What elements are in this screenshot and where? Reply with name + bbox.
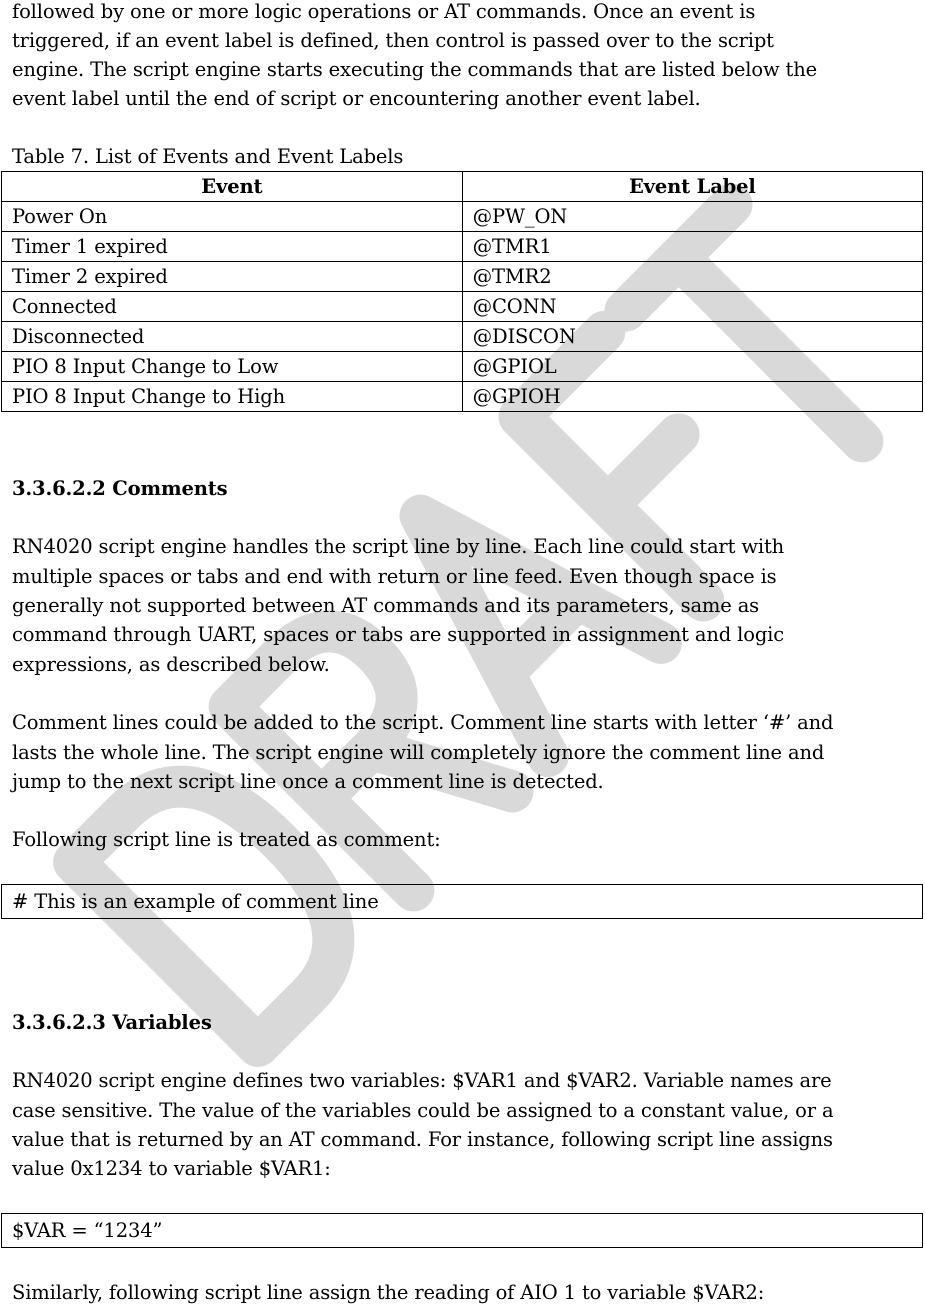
- table-row: [2, 382, 923, 412]
- comments-para1-line-1: RN4020 script engine handles the script line by line. Each line could start with: [12, 535, 785, 558]
- intro-line-4: event label until the end of script or encountering another event label.: [12, 87, 701, 110]
- comments-para1-line-3: generally not supported between AT commands and its parameters, same as: [12, 594, 760, 617]
- comment-code-box: # This is an example of comment line: [1, 884, 923, 919]
- event-label-cell: @PW_ON: [462, 202, 922, 232]
- variables-para1-line-4: value 0x1234 to variable $VAR1:: [12, 1157, 331, 1180]
- event-cell: Connected: [2, 292, 463, 322]
- intro-line-2: triggered, if an event label is defined, then control is passed over to the script: [12, 29, 774, 52]
- table-row: [2, 262, 923, 292]
- intro-line-3: engine. The script engine starts executing the commands that are listed below the: [12, 58, 818, 81]
- event-label-cell: @TMR2: [462, 262, 922, 292]
- table-row: [2, 232, 923, 262]
- event-cell: PIO 8 Input Change to Low: [2, 352, 463, 382]
- event-label-cell: @GPIOL: [462, 352, 922, 382]
- comments-para2-line-1: Comment lines could be added to the script. Comment line starts with letter ‘#’ and: [12, 711, 834, 734]
- event-label-cell: @GPIOH: [462, 382, 922, 412]
- table-header-row: [2, 172, 923, 202]
- variables-para2: Similarly, following script line assign the reading of AIO 1 to variable $VAR2:: [12, 1281, 765, 1304]
- event-cell: PIO 8 Input Change to High: [2, 382, 463, 412]
- variable-code-box: $VAR = “1234”: [1, 1213, 923, 1248]
- table-row: [2, 292, 923, 322]
- header-event: Event: [2, 172, 463, 202]
- event-cell: Timer 2 expired: [2, 262, 463, 292]
- header-event-label: Event Label: [462, 172, 922, 202]
- comments-para1-line-2: multiple spaces or tabs and end with return or line feed. Even though space is: [12, 565, 777, 588]
- table-row: [2, 322, 923, 352]
- table-caption: Table 7. List of Events and Event Labels: [12, 145, 404, 168]
- comments-para3: Following script line is treated as comment:: [12, 828, 441, 851]
- table-row: [2, 352, 923, 382]
- event-label-cell: @TMR1: [462, 232, 922, 262]
- event-label-cell: @CONN: [462, 292, 922, 322]
- table-row: [2, 202, 923, 232]
- event-cell: Power On: [2, 202, 463, 232]
- comments-para1-line-5: expressions, as described below.: [12, 653, 330, 676]
- events-table: [1, 171, 923, 412]
- comments-heading: 3.3.6.2.2 Comments: [12, 477, 228, 500]
- variables-para1-line-3: value that is returned by an AT command. For instance, following script line assigns: [12, 1128, 833, 1151]
- event-cell: Timer 1 expired: [2, 232, 463, 262]
- comments-para2-line-3: jump to the next script line once a comment line is detected.: [12, 770, 604, 793]
- event-label-cell: @DISCON: [462, 322, 922, 352]
- comments-para1-line-4: command through UART, spaces or tabs are supported in assignment and logic: [12, 623, 785, 646]
- variables-para1-line-2: case sensitive. The value of the variables could be assigned to a constant value, or a: [12, 1099, 834, 1122]
- intro-line-1: followed by one or more logic operations or AT commands. Once an event is: [12, 0, 756, 23]
- variables-para1-line-1: RN4020 script engine defines two variables: $VAR1 and $VAR2. Variable names are: [12, 1069, 832, 1092]
- variables-heading: 3.3.6.2.3 Variables: [12, 1011, 212, 1034]
- event-cell: Disconnected: [2, 322, 463, 352]
- comments-para2-line-2: lasts the whole line. The script engine will completely ignore the comment line and: [12, 741, 825, 764]
